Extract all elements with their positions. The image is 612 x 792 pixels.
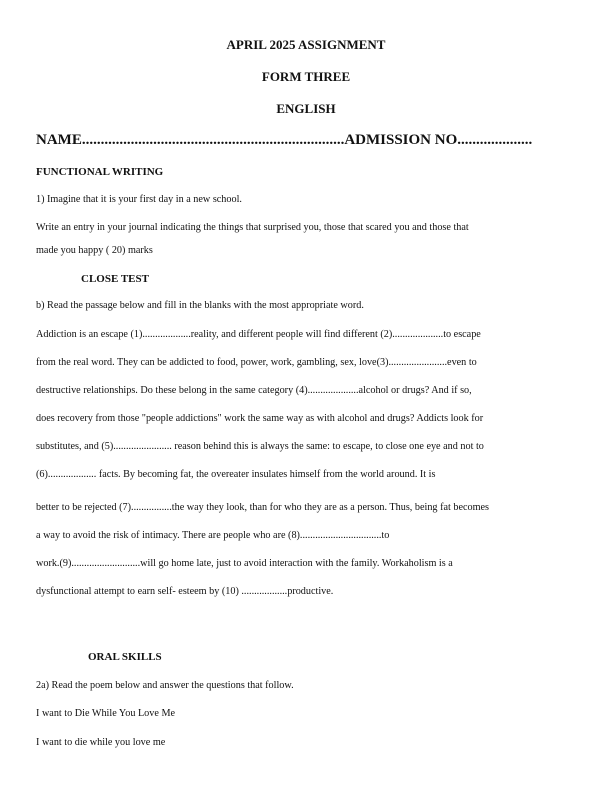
passage-line: (6)................... facts. By becoming fat, the overeater insulates himself from the world around. It is — [36, 469, 436, 480]
question-1: 1) Imagine that it is your first day in a new school. — [36, 194, 242, 205]
passage-line: from the real word. They can be addicted to food, power, work, gambling, sex, love(3).......................even to — [36, 357, 477, 368]
name-admission-row: NAME......................................................................ADMISSION NO.................... — [36, 132, 533, 148]
close-test-heading: CLOSE TEST — [81, 273, 149, 285]
form-label: FORM THREE — [261, 69, 351, 84]
assignment-title: APRIL 2025 ASSIGNMENT — [226, 37, 386, 52]
oral-skills-heading: ORAL SKILLS — [88, 651, 162, 663]
passage-line: a way to avoid the risk of intimacy. There are people who are (8)................................to — [36, 530, 390, 541]
poem-line: I want to die while you love me — [36, 737, 166, 748]
close-test-instruction: b) Read the passage below and fill in the blanks with the most appropriate word. — [36, 300, 364, 311]
question-1-instruction-line-1: Write an entry in your journal indicating the things that surprised you, those that scared you and those that — [36, 222, 469, 233]
passage-line: does recovery from those "people addictions" work the same way as with alcohol and drugs? Addicts look for — [36, 413, 484, 424]
passage-line: work.(9)...........................will go home late, just to avoid interaction with the family. Workaholism is a — [36, 558, 453, 569]
functional-writing-heading: FUNCTIONAL WRITING — [36, 166, 164, 178]
poem-title: I want to Die While You Love Me — [36, 708, 176, 719]
subject-label: ENGLISH — [276, 101, 336, 116]
passage-line: destructive relationships. Do these belong in the same category (4)....................alcohol or drugs? And if so, — [36, 385, 472, 396]
oral-skills-instruction: 2a) Read the poem below and answer the questions that follow. — [36, 680, 294, 691]
passage-line: better to be rejected (7)................the way they look, than for who they are as a person. Thus, being fat becomes — [36, 502, 490, 513]
question-1-instruction-line-2: made you happy ( 20) marks — [36, 245, 153, 256]
passage-line: dysfunctional attempt to earn self- esteem by (10) ..................productive. — [36, 586, 334, 597]
passage-line: substitutes, and (5)....................... reason behind this is always the same: to escape, to close one eye and not to — [36, 441, 484, 452]
passage-line: Addiction is an escape (1)...................reality, and different people will find different (2)....................to escape — [36, 329, 481, 340]
